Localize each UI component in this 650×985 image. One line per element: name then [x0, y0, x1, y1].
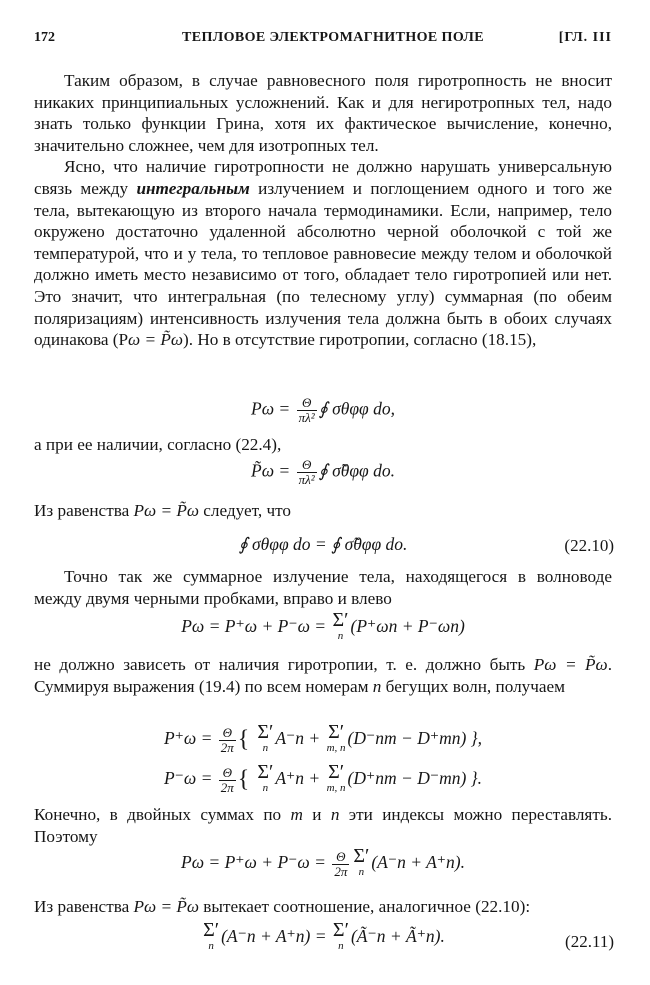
equation-22-11: Σ′ n (A⁻n + A⁺n) = Σ′ n (Ã⁻n + Ã⁺n).	[203, 919, 445, 952]
equation-p-plus: P⁺ω = $\frac{\Theta}{2\pi}$ { Σ′ n A⁻n + Σ′ m, n (D⁻nm − D⁺mn) },	[163, 721, 483, 755]
paragraph-with-gyrotropy: а при ее наличии, согласно (22.4),	[34, 435, 282, 454]
paragraph-integral-radiation: Ясно, что наличие гиротропности не должно нарушать универсальную связь между интегральным излучением и поглощением одного и того же тела, вытекающую из второго начала термодинамики. Если, например, тело окружено достаточно удаленной абсолютно черной оболочкой с той же температурой, что и у тела, то тепловое равновесие между телом и оболочкой должно иметь место независимо от того, обладает тело гиротропией или нет. Это значит, что интегральная (по телесному углу) суммарная (по обеим поляризациям) интенсивность излучения тела должна быть в обоих случаях одинакова (Pω = P̃ω). Но в отсутствие гиротропии, согласно (18.15),	[34, 157, 612, 350]
page-number: 172	[34, 30, 55, 45]
equation-22-10: ∮ σθφφ do = ∮ σ̃θφφ do.	[238, 534, 408, 554]
equation-p-tilde-omega: P̃ω = $\frac{\Theta}{\text{πλ²}}$ ∮ σ̃θφφ do.	[251, 457, 395, 487]
paragraph-from-equality: Из равенства Pω = P̃ω следует, что	[34, 501, 291, 520]
equation-p-minus: P⁻ω = $\frac{\Theta}{2\pi}$ { Σ′ n A⁺n + Σ′ m, n (D⁺nm − D⁻mn) }.	[163, 761, 483, 795]
text-block-3	[34, 500, 612, 522]
text-block-2	[34, 434, 612, 456]
text-block-6	[34, 804, 612, 847]
equation-total-radiation: Pω = P⁺ω + P⁻ω = Σ′ n (P⁺ωn + P⁻ωn)	[181, 609, 465, 642]
emphasis-integral: интегральным	[136, 178, 250, 198]
equation-number-22-10: (22.10)	[564, 536, 614, 555]
paragraph-waveguide: Точно так же суммарное излучение тела, находящегося в волноводе между двумя черными пробками, вправо и влево	[34, 567, 612, 608]
equation-p-omega: Pω = $\frac{\Theta}{\text{πλ²}}$ ∮ σθφφ do,	[251, 395, 395, 425]
text-block-7	[34, 896, 612, 918]
text-block-4	[34, 566, 612, 609]
paragraph-relation: Из равенства Pω = P̃ω вытекает соотношение, аналогичное (22.10):	[34, 897, 531, 916]
text-block-5	[34, 654, 612, 697]
paragraph-summing: не должно зависеть от наличия гиротропии, т. е. должно быть Pω = P̃ω. Суммируя выражения (19.4) по всем номерам n бегущих волн, получаем	[34, 655, 612, 696]
chapter-label: [ГЛ. III	[558, 30, 612, 45]
text-block-1	[34, 70, 612, 351]
running-title: ТЕПЛОВОЕ ЭЛЕКТРОМАГНИТНОЕ ПОЛЕ	[182, 30, 485, 45]
page-header	[34, 30, 612, 52]
paragraph-double-sums: Конечно, в двойных суммах по m и n эти индексы можно переставлять. Поэтому	[34, 805, 612, 846]
paragraph-gyrotropy-equilibrium: Таким образом, в случае равновесного поля гиротропность не вносит никаких принципиальных усложнений. Как и для негиротропных тел, надо знать только функции Грина, хотя их фактическое вычисление, конечно, значительно сложнее, чем для изотропных тел.	[34, 71, 612, 155]
equation-p-omega-sum: Pω = P⁺ω + P⁻ω = $\frac{\Theta}{2\pi}$ Σ′ n (A⁻n + A⁺n).	[181, 845, 465, 879]
equation-number-22-11: (22.11)	[565, 932, 614, 951]
